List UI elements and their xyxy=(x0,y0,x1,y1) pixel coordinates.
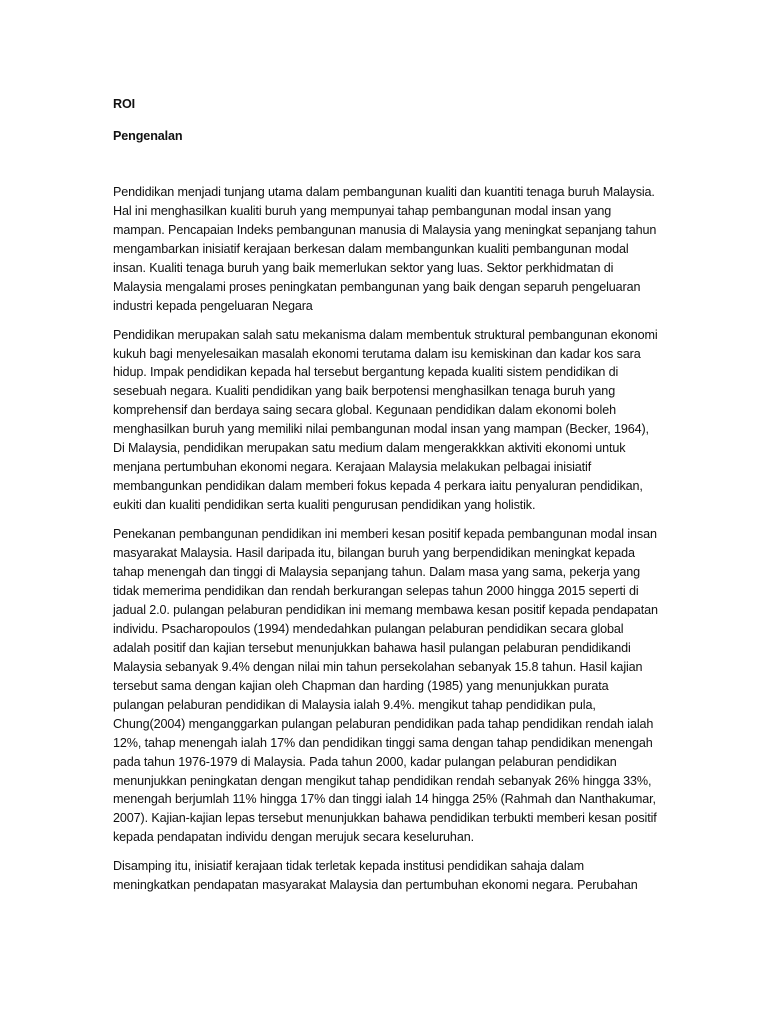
paragraph: Disamping itu, inisiatif kerajaan tidak terletak kepada institusi pendidikan sahaja dalam meningkatkan pendapatan masyarakat Malaysia dan pertumbuhan ekonomi negara. Perubahan xyxy=(113,859,638,893)
document-title: ROI xyxy=(113,97,136,111)
section-heading: Pengenalan xyxy=(113,128,183,143)
paragraph: Pendidikan menjadi tunjang utama dalam pembangunan kualiti dan kuantiti tenaga buruh Malaysia. Hal ini menghasilkan kualiti buruh yang mempunyai tahap pembangunan modal insan yang mampan. Pencapaian Indeks pembangunan manusia di Malaysia yang meningkat sepanjang tahun mengambarkan inisiatif kerajaan berkesan dalam membangunkan kualiti pembangunan modal insan. Kualiti tenaga buruh yang baik memerlukan sektor yang luas. Sektor perkhidmatan di Malaysia mengalami proses peningkatan pembangunan yang baik dengan separuh pengeluaran industri kepada pengeluaran Negara xyxy=(113,184,657,313)
paragraph: Pendidikan merupakan salah satu mekanisma dalam membentuk struktural pembangunan ekonomi kukuh bagi menyelesaikan masalah ekonomi terutama dalam isu kemiskinan dan kadar kos sara hidup. Impak pendidikan kepada hal tersebut bergantung kepada kualiti sistem pendidikan di sesebuah negara. Kualiti pendidikan yang baik berpotensi menghasilkan tenaga buruh yang komprehensif dan berdaya saing secara global. Kegunaan pendidikan dalam ekonomi boleh menghasilkan buruh yang memiliki nilai pembangunan modal insan yang mampan (Becker, 1964), Di Malaysia, pendidikan merupakan satu medium dalam mengerakkkan aktiviti ekonomi untuk menjana pertumbuhan ekonomi negara. Kerajaan Malaysia melakukan pelbagai inisiatif membangunkan pendidikan dalam memberi fokus kepada 4 perkara iaitu penyaluran pendidikan, eukiti dan kualiti pendidikan serta kualiti pengurusan pendidikan yang holistik. xyxy=(113,327,658,513)
document-page xyxy=(113,95,658,905)
paragraph: Penekanan pembangunan pendidikan ini memberi kesan positif kepada pembangunan modal insan masyarakat Malaysia. Hasil daripada itu, bilangan buruh yang berpendidikan meningkat kepada tahap menengah dan tinggi di Malaysia sepanjang tahun. Dalam masa yang sama, pekerja yang tidak memerima pendidikan dan rendah berkurangan selepas tahun 2000 hingga 2015 seperti di jadual 2.0. pulangan pelaburan pendidikan ini memang membawa kesan positif kepada pendapatan individu. Psacharopoulos (1994) mendedahkan pulangan pelaburan pendidikan secara global adalah positif dan kajian tersebut menunjukkan bahawa hasil pulangan pelaburan pendidikandi Malaysia sebanyak 9.4% dengan nilai min tahun persekolahan sebanyak 15.8 tahun. Hasil kajian tersebut sama dengan kajian oleh Chapman dan harding (1985) yang menunjukkan purata pulangan pelaburan pendidikan di Malaysia ialah 9.4%. mengikut tahap pendidikan pula, Chung(2004) menganggarkan pulangan pelaburan pendidikan pada tahap pendidikan rendah ialah 12%, tahap menengah ialah 17% dan pendidikan tinggi sama dengan tahap pendidikan menengah pada tahun 1976-1979 di Malaysia. Pada tahun 2000, kadar pulangan pelaburan pendidikan menunjukkan peningkatan dengan mengikut tahap pendidikan rendah sebanyak 26% hingga 33%, menengah berjumlah 11% hingga 17% dan tinggi ialah 14 hingga 25% (Rahmah dan Nanthakumar, 2007). Kajian-kajian lepas tersebut menunjukkan bahawa pendidikan terbukti memberi kesan positif kepada pendapatan individu dengan merujuk secara keseluruhan. xyxy=(113,527,658,845)
